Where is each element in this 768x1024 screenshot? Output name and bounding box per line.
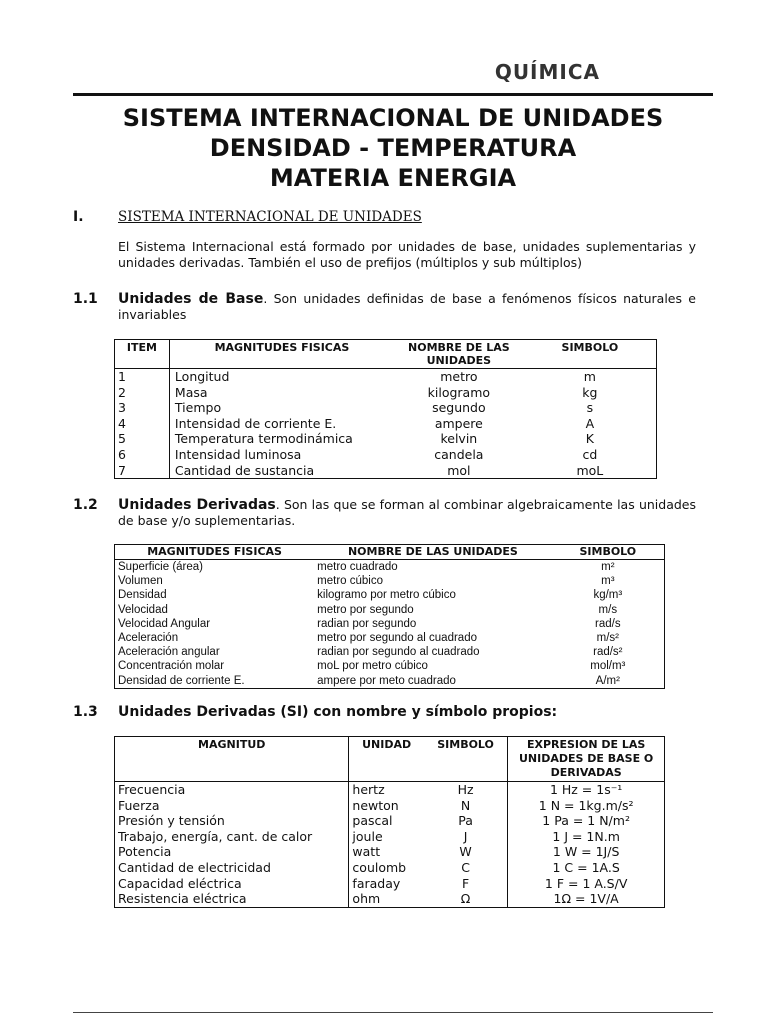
unit-name-cell: moL por metro cúbico: [317, 660, 428, 673]
column-header: SIMBOLO: [524, 340, 657, 369]
section-1-1-text: . Son unidades definidas de base a fenómenos físicos naturales e invariables: [118, 291, 697, 322]
unit-name-cell: kelvin: [440, 431, 478, 447]
table-header-row: [115, 737, 665, 782]
symbol-cell: A/m²: [595, 674, 620, 687]
section-1-2: [73, 497, 696, 529]
document-title: [73, 103, 713, 193]
column-header: SIMBOLO: [552, 545, 665, 560]
magnitude-cell: Cantidad de electricidad: [118, 859, 271, 875]
unit-name-cell: kilogramo: [427, 384, 491, 400]
symbol-cell: Pa: [458, 813, 473, 829]
column-header: UNIDAD: [349, 737, 424, 782]
table-row: [115, 574, 665, 588]
symbol-cell: m³: [601, 575, 615, 588]
section-1-title: SISTEMA INTERNACIONAL DE UNIDADES: [118, 209, 422, 225]
magnitude-cell: Tiempo: [174, 400, 222, 416]
item-cell: 6: [115, 447, 170, 463]
symbol-cell: Ω: [460, 891, 471, 907]
symbol-cell: J: [463, 828, 468, 844]
section-1-2-text: . Son las que se forman al combinar algebraicamente las unidades de base y/o suplementarias.: [118, 497, 696, 528]
column-header: NOMBRE DE LAS UNIDADES: [314, 545, 551, 560]
unit-name-cell: candela: [434, 446, 484, 462]
table-row: [115, 385, 657, 401]
title-line-2: DENSIDAD - TEMPERATURA: [209, 134, 577, 162]
column-header: MAGNITUD: [115, 737, 349, 782]
magnitude-cell: Superficie (área): [118, 561, 204, 573]
section-1-2-title: Unidades Derivadas: [118, 497, 276, 513]
item-cell: 4: [115, 416, 170, 432]
table-row: [115, 447, 657, 463]
table-row: [115, 798, 665, 814]
unit-cell: newton: [349, 798, 424, 814]
section-1-text: El Sistema Internacional está formado por unidades de base, unidades suplementarias y unidades derivadas. También el uso de prefijos (múltiplos y sub múltiplos): [118, 239, 696, 270]
expression-cell: 1Ω = 1V/A: [508, 891, 665, 907]
item-cell: 1: [115, 369, 170, 385]
magnitude-cell: Masa: [174, 384, 208, 400]
symbol-cell: kg: [582, 384, 598, 400]
table-row: [115, 659, 665, 673]
table-row: [115, 844, 665, 860]
symbol-cell: W: [459, 844, 472, 860]
symbol-cell: F: [461, 875, 470, 891]
base-units-table: [114, 339, 657, 479]
expression-cell: 1 F = 1 A.S/V: [508, 876, 665, 892]
symbol-cell: cd: [582, 446, 598, 462]
item-cell: 3: [115, 400, 170, 416]
unit-cell: ohm: [349, 891, 424, 907]
table-row: [115, 416, 657, 432]
symbol-cell: mol/m³: [590, 660, 626, 673]
magnitude-cell: Aceleración: [118, 632, 179, 645]
unit-cell: joule: [349, 829, 424, 845]
unit-name-cell: radian por segundo: [317, 617, 417, 630]
unit-name-cell: mol: [447, 462, 471, 478]
table-row: [115, 560, 665, 575]
expression-cell: 1 Pa = 1 N/m²: [508, 813, 665, 829]
column-header: EXPRESION DE LAS UNIDADES DE BASE O DERIVADAS: [508, 737, 665, 782]
section-1-3: [73, 704, 696, 720]
magnitude-cell: Velocidad Angular: [118, 617, 211, 630]
header-subject: QUÍMICA: [494, 60, 600, 84]
column-header: NOMBRE DE LAS UNIDADES: [394, 340, 524, 369]
table-row: [115, 617, 665, 631]
table-row: [115, 891, 665, 907]
symbol-cell: s: [586, 400, 594, 416]
unit-name-cell: radian por segundo al cuadrado: [317, 646, 480, 659]
table-row: [115, 603, 665, 617]
table-header-row: [115, 340, 657, 369]
section-1-3-title: Unidades Derivadas (SI) con nombre y símbolo propios:: [118, 704, 558, 720]
section-1-1-number: 1.1: [73, 291, 98, 307]
section-1: [73, 209, 696, 271]
magnitude-cell: Cantidad de sustancia: [174, 462, 315, 478]
unit-cell: coulomb: [349, 860, 424, 876]
item-cell: 2: [115, 385, 170, 401]
expression-cell: 1 J = 1N.m: [508, 829, 665, 845]
magnitude-cell: Densidad: [118, 589, 167, 602]
derived-units-table: [114, 544, 665, 689]
column-header: MAGNITUDES FISICAS: [115, 545, 315, 560]
magnitude-cell: Longitud: [174, 369, 230, 384]
magnitude-cell: Presión y tensión: [118, 813, 225, 829]
symbol-cell: moL: [576, 462, 604, 478]
table-row: [115, 813, 665, 829]
title-line-1: SISTEMA INTERNACIONAL DE UNIDADES: [122, 104, 664, 132]
magnitude-cell: Frecuencia: [118, 782, 186, 797]
table-row: [115, 674, 665, 689]
expression-cell: 1 C = 1A.S: [508, 860, 665, 876]
symbol-cell: m/s: [598, 603, 618, 616]
unit-cell: watt: [349, 844, 424, 860]
section-1-1-title: Unidades de Base: [118, 291, 264, 307]
header-rule: [73, 93, 713, 96]
unit-name-cell: metro por segundo al cuadrado: [317, 632, 477, 645]
table-row: [115, 431, 657, 447]
table-row: [115, 631, 665, 645]
unit-cell: faraday: [349, 876, 424, 892]
table-row: [115, 369, 657, 385]
table-row: [115, 645, 665, 659]
unit-name-cell: metro cuadrado: [317, 561, 398, 573]
unit-name-cell: segundo: [432, 400, 486, 416]
symbol-cell: N: [460, 797, 471, 813]
footer-rule: [73, 1012, 713, 1013]
unit-name-cell: kilogramo por metro cúbico: [317, 589, 456, 602]
table-row: [115, 876, 665, 892]
magnitude-cell: Velocidad: [118, 603, 168, 616]
magnitude-cell: Densidad de corriente E.: [118, 674, 245, 687]
symbol-cell: K: [585, 431, 594, 447]
table-row: [115, 463, 657, 479]
magnitude-cell: Concentración molar: [118, 660, 225, 673]
named-derived-units-table: [114, 736, 665, 908]
table-row: [115, 400, 657, 416]
table-row: [115, 588, 665, 602]
unit-cell: hertz: [349, 782, 424, 798]
item-cell: 7: [115, 463, 170, 479]
magnitude-cell: Resistencia eléctrica: [118, 891, 247, 907]
symbol-cell: Hz: [457, 782, 474, 797]
magnitude-cell: Intensidad luminosa: [174, 446, 302, 462]
section-1-1: [73, 291, 696, 323]
magnitude-cell: Aceleración angular: [118, 646, 220, 659]
magnitude-cell: Trabajo, energía, cant. de calor: [118, 828, 313, 844]
unit-name-cell: ampere: [434, 415, 483, 431]
column-header: ITEM: [115, 340, 170, 369]
magnitude-cell: Intensidad de corriente E.: [174, 415, 337, 431]
magnitude-cell: Fuerza: [118, 797, 160, 813]
expression-cell: 1 Hz = 1s⁻¹: [508, 782, 665, 798]
magnitude-cell: Potencia: [118, 844, 172, 860]
expression-cell: 1 N = 1kg.m/s²: [508, 798, 665, 814]
unit-name-cell: metro cúbico: [317, 575, 383, 588]
magnitude-cell: Volumen: [118, 575, 163, 588]
symbol-cell: kg/m³: [593, 589, 623, 602]
symbol-cell: rad/s: [595, 617, 621, 630]
title-line-3: MATERIA ENERGIA: [269, 164, 517, 192]
symbol-cell: rad/s²: [593, 646, 623, 659]
symbol-cell: A: [585, 415, 595, 431]
table-row: [115, 829, 665, 845]
unit-name-cell: metro: [440, 369, 478, 384]
section-1-3-number: 1.3: [73, 704, 98, 720]
section-1-2-number: 1.2: [73, 497, 98, 513]
unit-cell: pascal: [349, 813, 424, 829]
section-1-number: I.: [73, 209, 84, 225]
magnitude-cell: Capacidad eléctrica: [118, 875, 242, 891]
unit-name-cell: ampere por meto cuadrado: [317, 674, 456, 687]
column-header: SIMBOLO: [424, 737, 508, 782]
symbol-cell: m/s²: [596, 632, 619, 645]
symbol-cell: C: [461, 859, 470, 875]
unit-name-cell: metro por segundo: [317, 603, 414, 616]
magnitude-cell: Temperatura termodinámica: [174, 431, 353, 447]
table-row: [115, 782, 665, 798]
table-header-row: [115, 545, 665, 560]
symbol-cell: m²: [601, 561, 615, 573]
symbol-cell: m: [583, 369, 596, 384]
column-header: MAGNITUDES FISICAS: [169, 340, 394, 369]
expression-cell: 1 W = 1J/S: [508, 844, 665, 860]
table-row: [115, 860, 665, 876]
item-cell: 5: [115, 431, 170, 447]
